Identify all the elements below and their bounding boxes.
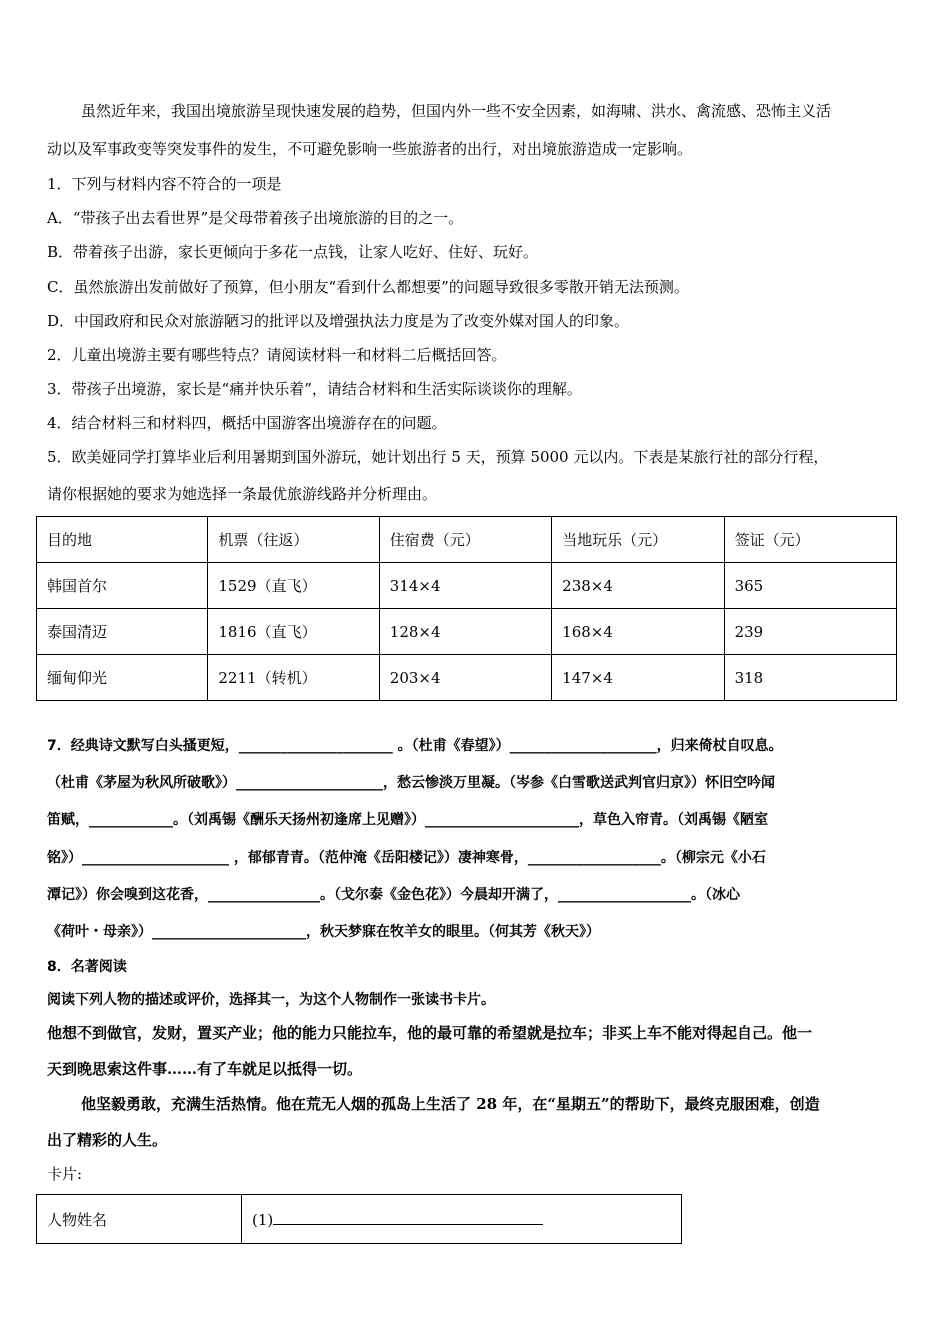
card-blank-number: (1) — [252, 1210, 274, 1229]
character-description-1-line-2: 天到晚思索这件事……有了车就足以抵得一切。 — [47, 1060, 363, 1078]
reading-card-table — [36, 1194, 682, 1244]
table-header-row — [37, 517, 897, 563]
table-row — [37, 1195, 682, 1244]
character-description-2-line-2: 出了精彩的人生。 — [47, 1131, 168, 1149]
question-2: 2．儿童出境游主要有哪些特点？请阅读材料一和材料二后概括回答。 — [47, 346, 507, 364]
question-5-line-2: 请你根据她的要求为她选择一条最优旅游线路并分析理由。 — [47, 485, 438, 503]
table-cell: 韩国首尔 — [37, 563, 208, 609]
travel-itinerary-table — [36, 516, 897, 701]
answer-blank[interactable] — [273, 1210, 543, 1225]
question-7-line-4: 铭》）_____________________ ，郁郁青青。（范仲淹《岳阳楼记》）凄神寒骨，___________________。（柳宗元《小石 — [47, 850, 766, 866]
card-name-label: 人物姓名 — [37, 1195, 242, 1244]
table-cell: 314×4 — [379, 563, 551, 609]
question-1-option-c: C．虽然旅游出发前做好了预算，但小朋友“看到什么都想要”的问题导致很多零散开销无法预测。 — [47, 278, 689, 296]
question-7-line-6: 《荷叶・母亲》）______________________，秋天梦寐在牧羊女的眼里。（何其芳《秋天》） — [47, 924, 600, 940]
material-paragraph-line-2: 动以及军事政变等突发事件的发生，不可避免影响一些旅游者的出行，对出境旅游造成一定影响。 — [47, 140, 693, 158]
table-cell: 238×4 — [552, 563, 724, 609]
table-header-cell: 目的地 — [37, 517, 208, 563]
card-label: 卡片: — [47, 1165, 83, 1183]
table-header-cell: 住宿费（元） — [379, 517, 551, 563]
table-cell: 2211（转机） — [208, 655, 379, 701]
table-cell: 365 — [724, 563, 896, 609]
question-3: 3．带孩子出境游，家长是“痛并快乐着”，请结合材料和生活实际谈谈你的理解。 — [47, 380, 582, 398]
table-header-cell: 签证（元） — [724, 517, 896, 563]
table-row — [37, 609, 897, 655]
table-cell: 168×4 — [552, 609, 724, 655]
table-cell: 318 — [724, 655, 896, 701]
table-header-cell: 当地玩乐（元） — [552, 517, 724, 563]
table-cell: 1816（直飞） — [208, 609, 379, 655]
table-row — [37, 655, 897, 701]
table-cell: 缅甸仰光 — [37, 655, 208, 701]
material-paragraph-line-1: 虽然近年来，我国出境旅游呈现快速发展的趋势，但国内外一些不安全因素，如海啸、洪水、禽流感、恐怖主义活 — [81, 102, 832, 120]
question-8-instruction: 阅读下列人物的描述或评价，选择其一，为这个人物制作一张读书卡片。 — [47, 992, 495, 1008]
table-cell: 203×4 — [379, 655, 551, 701]
question-7-line-5: 潭记》）你会嗅到这花香，________________。（戈尔泰《金色花》）今晨却开满了，___________________。（冰心 — [47, 887, 740, 903]
question-1: 1．下列与材料内容不符合的一项是 — [47, 175, 282, 193]
table-cell: 1529（直飞） — [208, 563, 379, 609]
question-7-line-3: 笛赋，____________。（刘禹锡《酬乐天扬州初逢席上见赠》）______________________，草色入帘青。（刘禹锡《陋室 — [47, 812, 768, 828]
table-header-cell: 机票（往返） — [208, 517, 379, 563]
question-7-line-2: （杜甫《茅屋为秋风所破歌》）_____________________，愁云惨淡万里凝。（岑参《白雪歌送武判官归京》）怀旧空吟闻 — [47, 775, 775, 791]
table-cell: 239 — [724, 609, 896, 655]
question-1-option-a: A．“带孩子出去看世界”是父母带着孩子出境旅游的目的之一。 — [47, 209, 464, 227]
question-4: 4．结合材料三和材料四，概括中国游客出境游存在的问题。 — [47, 414, 447, 432]
question-5-line-1: 5．欧美娅同学打算毕业后利用暑期到国外游玩，她计划出行 5 天，预算 5000 元以内。下表是某旅行社的部分行程， — [47, 448, 829, 466]
question-1-option-d: D．中国政府和民众对旅游陋习的批评以及增强执法力度是为了改变外媒对国人的印象。 — [47, 312, 630, 330]
character-description-1-line-1: 他想不到做官，发财，置买产业；他的能力只能拉车，他的最可靠的希望就是拉车；非买上车不能对得起自己。他一 — [47, 1024, 813, 1042]
question-7-line-1: 7．经典诗文默写白头搔更短，______________________ 。（杜甫《春望》）_____________________，归来倚杖自叹息。 — [47, 738, 783, 754]
table-cell: 泰国清迈 — [37, 609, 208, 655]
table-cell: 128×4 — [379, 609, 551, 655]
card-name-answer-cell[interactable] — [242, 1195, 682, 1244]
character-description-2-line-1: 他坚毅勇敢，充满生活热情。他在荒无人烟的孤岛上生活了 28 年，在“星期五”的帮助下，最终克服困难，创造 — [81, 1095, 820, 1113]
table-row — [37, 563, 897, 609]
question-1-option-b: B．带着孩子出游，家长更倾向于多花一点钱，让家人吃好、住好、玩好。 — [47, 243, 539, 261]
table-cell: 147×4 — [552, 655, 724, 701]
question-8-title: 8．名著阅读 — [47, 959, 127, 975]
